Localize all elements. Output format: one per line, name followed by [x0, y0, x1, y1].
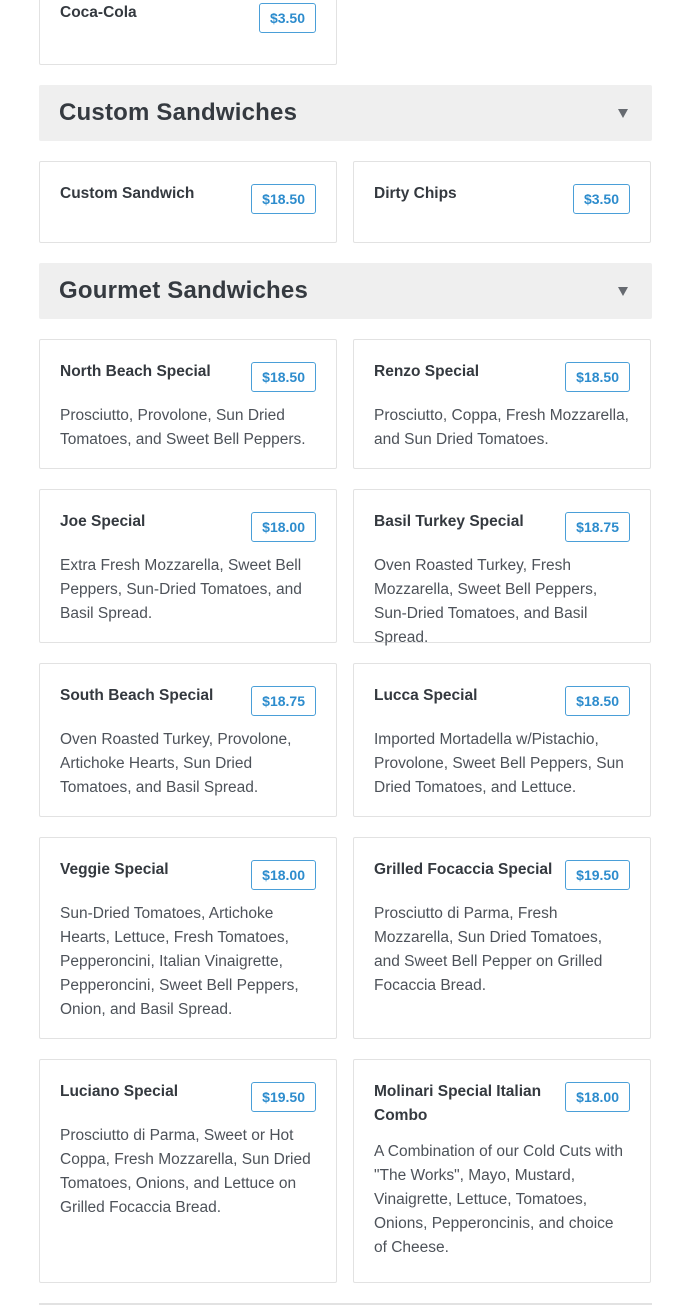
item-name: Renzo Special	[374, 363, 480, 380]
menu-row	[39, 161, 652, 243]
item-price: $18.00	[251, 860, 316, 890]
menu-row	[39, 1059, 652, 1283]
item-price: $18.00	[251, 512, 316, 542]
item-description: Sun-Dried Tomatoes, Artichoke Hearts, Lettuce, Fresh Tomatoes, Pepperoncini, Italian Vinaigrette, Pepperoncini, Sweet Bell Peppers, Onion, and Basil Spread.	[60, 905, 299, 1018]
item-name: Lucca Special	[374, 687, 478, 704]
item-price: $18.50	[565, 686, 630, 716]
item-name: Coca-Cola	[60, 4, 137, 21]
item-description: Prosciutto di Parma, Fresh Mozzarella, Sun Dried Tomatoes, and Sweet Bell Pepper on Grilled Focaccia Bread.	[374, 905, 603, 994]
menu-grid-gourmet-row-5	[39, 1059, 652, 1303]
caret-down-icon	[618, 109, 628, 118]
item-name: Molinari Special Italian Combo	[374, 1083, 542, 1124]
item-price: $18.00	[565, 1082, 630, 1112]
section-title: Custom Sandwiches	[59, 99, 298, 126]
menu-grid-custom	[39, 161, 652, 263]
item-price: $18.50	[251, 184, 316, 214]
item-name: Dirty Chips	[374, 185, 457, 202]
item-name: South Beach Special	[60, 687, 214, 704]
item-description: Oven Roasted Turkey, Fresh Mozzarella, Sweet Bell Peppers, Sun-Dried Tomatoes, and Basil Spread.	[374, 557, 598, 646]
item-price: $18.50	[251, 362, 316, 392]
menu-grid-gourmet-row-4	[39, 837, 652, 1059]
item-name: Custom Sandwich	[60, 185, 195, 202]
menu-item-card[interactable]	[39, 1059, 337, 1283]
menu-row	[39, 663, 652, 817]
menu-item-card[interactable]	[353, 1059, 651, 1283]
item-price: $18.75	[251, 686, 316, 716]
item-description: Extra Fresh Mozzarella, Sweet Bell Peppers, Sun-Dried Tomatoes, and Basil Spread.	[60, 557, 302, 622]
item-name: Basil Turkey Special	[374, 513, 524, 530]
item-price: $19.50	[251, 1082, 316, 1112]
menu-item-card[interactable]	[39, 663, 337, 817]
menu-item-card[interactable]	[39, 161, 337, 243]
item-description: Imported Mortadella w/Pistachio, Provolone, Sweet Bell Peppers, Sun Dried Tomatoes, and Lettuce.	[374, 731, 624, 796]
menu-item-card[interactable]	[353, 161, 651, 243]
menu-item-card[interactable]	[39, 837, 337, 1039]
menu-item-card[interactable]	[353, 663, 651, 817]
menu-grid-gourmet-row-3	[39, 663, 652, 837]
menu-row	[39, 837, 652, 1039]
menu-item-card-wrap	[39, 0, 337, 65]
item-description: A Combination of our Cold Cuts with "The Works", Mayo, Mustard, Vinaigrette, Lettuce, Tomatoes, Onions, Pepperoncinis, and choice of Cheese.	[374, 1143, 623, 1256]
item-price: $3.50	[573, 184, 630, 214]
section-title: Gourmet Sandwiches	[59, 277, 308, 304]
section-header-gourmet-sandwiches[interactable]	[39, 263, 652, 319]
menu-grid-gourmet-row-2	[39, 489, 652, 663]
item-name: Luciano Special	[60, 1083, 179, 1100]
item-price: $3.50	[259, 3, 316, 33]
section-header-custom-sandwiches[interactable]	[39, 85, 652, 141]
menu-grid-gourmet-row-1	[39, 339, 652, 489]
item-name: Veggie Special	[60, 861, 169, 878]
item-description: Prosciutto, Provolone, Sun Dried Tomatoes, and Sweet Bell Peppers.	[60, 407, 306, 448]
item-name: Joe Special	[60, 513, 146, 530]
menu-item-card[interactable]	[353, 837, 651, 1039]
menu-row	[39, 339, 652, 469]
item-description: Prosciutto, Coppa, Fresh Mozzarella, and Sun Dried Tomatoes.	[374, 407, 629, 448]
item-description: Oven Roasted Turkey, Provolone, Artichoke Hearts, Sun Dried Tomatoes, and Basil Spread.	[60, 731, 292, 796]
item-price: $18.75	[565, 512, 630, 542]
menu-row	[39, 489, 652, 646]
menu-item-card[interactable]	[353, 339, 651, 469]
item-price: $19.50	[565, 860, 630, 890]
item-name: Grilled Focaccia Special	[374, 861, 553, 878]
menu-item-card[interactable]	[39, 0, 337, 65]
menu-item-card[interactable]	[353, 489, 651, 646]
menu-item-card[interactable]	[39, 489, 337, 643]
caret-down-icon	[618, 287, 628, 296]
item-description: Prosciutto di Parma, Sweet or Hot Coppa, Fresh Mozzarella, Sun Dried Tomatoes, Onions, and Lettuce on Grilled Focaccia Bread.	[60, 1127, 311, 1216]
menu-item-card[interactable]	[39, 339, 337, 469]
item-price: $18.50	[565, 362, 630, 392]
item-name: North Beach Special	[60, 363, 211, 380]
